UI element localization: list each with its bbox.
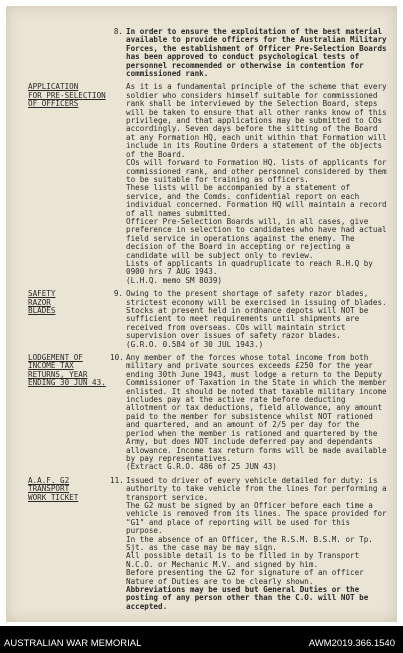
section-heading: [28, 354, 110, 388]
section-number: 8.: [113, 27, 123, 36]
section-heading: [28, 477, 110, 502]
section-paragraph: The G2 must be signed by an Officer before each time a vehicle is removed from its lines. The space provided for "G1" and place of reporting will be used for this purpose.: [126, 500, 387, 536]
section-paragraph: Any member of the forces whose total income from both military and private sources exceeds £250 for the year ending 30th June 1943, must lodge a return to the Deputy Commissioner of Taxation in the State in which the member enlisted. It should be noted that taxable military income includes pay at the active rate before deducting allotment or tax deductions, field allowance, any amount paid to the member for subsistence whilst NOT rationed and quartered, and an amount of 2/5 per day for the period when the member is rationed and quartered by the Army, but does NOT include deferred pay and dependants allowance. Income tax return forms will be made available by pay representatives.: [126, 353, 387, 463]
section-body: [126, 354, 388, 472]
footer-institution: AUSTRALIAN WAR MEMORIAL: [4, 638, 142, 649]
section-number: 9.: [113, 289, 123, 299]
section-paragraph: Officer Pre-Selection Boards will, in all cases, give preference in selection to candidates who have had actual field service in operations against the enemy. The decision of the Board in accepting or rejecting a candidate will be subject only to review.: [126, 216, 387, 260]
footer-accession-number: AWM2019.366.1540: [308, 638, 395, 649]
section-body: [126, 83, 388, 285]
section-heading-line: FOR PRE-SELECTION: [28, 90, 106, 100]
section-heading-line: BLADES: [28, 306, 56, 315]
section-heading: [28, 290, 110, 315]
section-heading-line: LODGEMENT OF: [28, 353, 83, 363]
section-heading-line: RAZOR: [28, 297, 51, 307]
section-paragraph: Lists of applicants in quadruplicate to reach R.H.Q by 0900 hrs 7 AUG 1943.: [126, 258, 373, 277]
section-number: 11.: [110, 475, 124, 485]
section-body: [126, 28, 388, 78]
section-paragraph: (Extract G.R.O. 486 of 25 JUN 43): [126, 462, 277, 472]
section-paragraph: Abbreviations may be used but General Duties or the posting of any person other than the C.O. will NOT be accepted.: [126, 585, 369, 611]
section-body: [126, 477, 388, 612]
section-paragraph: (L.H.Q. memo SM 8039): [126, 275, 223, 285]
section-heading-line: ENDING 30 JUN 43.: [28, 378, 106, 388]
order-section: [28, 354, 388, 472]
section-heading-line: RETURNS, YEAR: [28, 369, 88, 379]
section-heading-line: INCOME TAX: [28, 361, 74, 371]
section-paragraph: These lists will be accompanied by a statement of service, and the Comds. confidential report on each individual concerned. Formation HQ will maintain a record of all names submitted.: [126, 183, 387, 218]
section-body: [126, 290, 388, 349]
order-section: [28, 83, 388, 285]
section-heading-line: TRANSPORT: [28, 484, 70, 494]
section-paragraph: Stocks at present held in ordnance depots will NOT be sufficient to meet requirements until shipments are received from overseas. COs will maintain strict supervision over issues of safety razor blades.: [126, 306, 369, 341]
footer-bar: [0, 626, 403, 653]
document-page: [6, 6, 397, 622]
order-section: [28, 477, 388, 612]
section-paragraph: COs will forward to Formation HQ. lists of applicants for commissioned rank, and other personnel considered by them to be suitable for training as officers.: [126, 158, 387, 184]
section-paragraph: Issued to driver of every vehicle detailed for duty: is authority to take vehicle from the lines for performing a transport service.: [126, 475, 387, 502]
section-paragraph: Owing to the present shortage of safety razor blades, strictest economy will be exercised in issuing of blades.: [126, 289, 387, 307]
order-section: [28, 28, 388, 78]
section-heading-line: A.A.F. G2: [28, 475, 70, 485]
section-paragraph: In order to ensure the exploitation of the best material available to provide officers for the Australian Military Forces, the establishment of Officer Pre-Selection Boards has been approved to conduct psychological tests of personnel recommended or otherwise in contention for commissioned rank.: [126, 27, 387, 79]
section-paragraph: Before presenting the G2 for signature of an officer Nature of Duties are to be clearly shown.: [126, 568, 364, 586]
section-paragraph: In the absence of an Officer, the R.S.M. B.S.M. or Tp. Sjt. as the case may be may sign.: [126, 534, 373, 552]
section-heading-line: WORK TICKET: [28, 492, 79, 502]
section-paragraph: As it is a fundamental principle of the scheme that every soldier who considers himself suitable for commissioned rank shall be interviewed by the Selection Board, steps will be taken to ensure that all other ranks know of this privilege, and that applications may be submitted to COs accordingly. Seven days before the sitting of the Board at any Formation HQ, each unit within that Formation will include in its Routine Orders a statement of the objects of the Board.: [126, 82, 387, 159]
section-paragraph: (G.R.O. 0.584 of 30 JUL 1943.): [126, 339, 264, 349]
section-heading-line: OF OFFICERS: [28, 99, 79, 109]
section-heading-line: APPLICATION: [28, 82, 79, 92]
document-body: [28, 28, 388, 616]
section-heading: [28, 83, 110, 108]
order-section: [28, 290, 388, 349]
section-number: 10.: [110, 353, 124, 363]
section-paragraph: All possible detail is to be filled in by Transport N.C.O. or Mechanic M.V. and signed by him.: [126, 551, 360, 569]
section-heading-line: SAFETY: [28, 289, 56, 299]
